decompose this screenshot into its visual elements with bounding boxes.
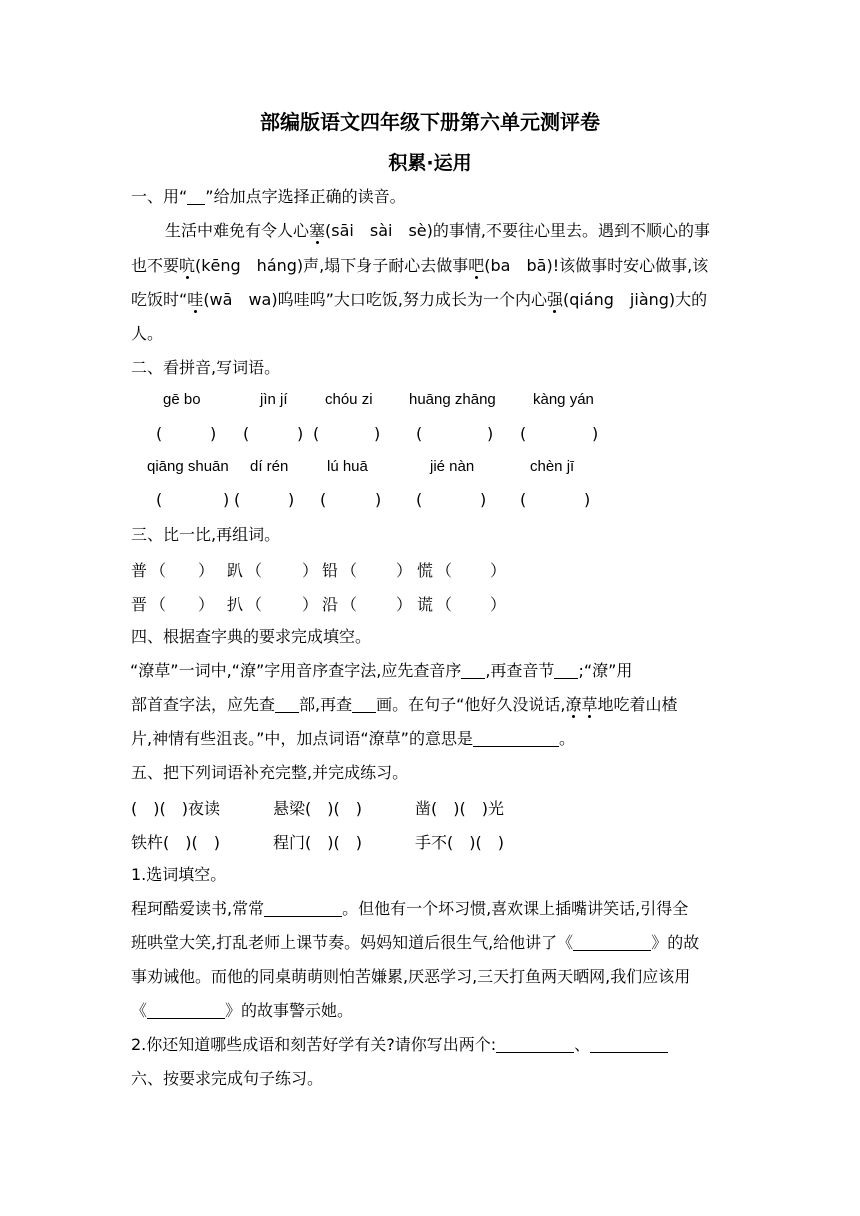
page-title: 部编版语文四年级下册第六单元测评卷 (260, 110, 600, 134)
answer-paren-close: ) (210, 424, 217, 443)
answer-paren-close: ） (198, 561, 215, 580)
answer-paren-close: ） (490, 561, 507, 580)
fill-blank (264, 900, 342, 917)
question-1-line-1: 程珂酷爱读书,常常 。但他有一个坏习惯,喜欢课上插嘴讲笑话,引得全 (131, 899, 689, 918)
pinyin-1: gē bo (163, 391, 201, 408)
answer-paren-close: ) (487, 424, 494, 443)
section-1-heading: 一、用“ ”给加点字选择正确的读音。 (131, 187, 406, 206)
fill-blank (275, 696, 299, 713)
section-4-line-2: 部首查字法，应先查 部,再查 画。在句子“他好久没说话,潦草地吃着山楂 (131, 695, 678, 714)
idiom-item: 程门( )( ) (273, 833, 362, 852)
question-2: 2.你还知道哪些成语和刻苦好学有关?请你写出两个: 、 (131, 1034, 731, 1056)
answer-paren-close: ) (288, 490, 295, 509)
answer-paren-open: ( (243, 424, 250, 443)
question-1-line-4: 《 》的故事警示她。 (131, 1001, 354, 1020)
section-1-para-line-1: 生活中难免有令人心塞(sāi sài sè)的事情,不要往心里去。遇到不顺心的事 (165, 221, 710, 240)
pinyin-3: chóu zi (325, 391, 373, 408)
answer-paren-close: ) (592, 424, 599, 443)
answer-paren-close: ） (198, 595, 215, 614)
pinyin-8: lú huā (327, 458, 368, 475)
fill-blank (590, 1036, 668, 1053)
answer-paren-close: ) (375, 490, 382, 509)
answer-paren-close: ） (396, 561, 413, 580)
section-4-line-3: 片,神情有些沮丧。”中，加点词语“潦草”的意思是 。 (131, 729, 575, 748)
answer-paren-open: ( (320, 490, 327, 509)
section-1-para-line-4: 人。 (131, 324, 164, 343)
dotted-char: 哇 (187, 290, 204, 309)
section-2-heading: 二、看拼音,写词语。 (131, 358, 281, 377)
answer-paren-close: ） (302, 561, 319, 580)
idiom-item: 手不( )( ) (415, 833, 504, 852)
underline-sample (187, 188, 205, 205)
fill-blank (147, 1002, 225, 1019)
answer-paren-close: ） (302, 595, 319, 614)
answer-paren-open: ( (156, 424, 163, 443)
dotted-char: 吭 (179, 256, 196, 275)
pinyin-5: kàng yán (533, 391, 594, 408)
dotted-char: 吧 (468, 256, 485, 275)
pinyin-9: jié nàn (430, 458, 475, 475)
answer-paren-open: （ (246, 595, 263, 614)
fill-blank (461, 662, 485, 679)
section-4-heading: 四、根据查字典的要求完成填空。 (131, 627, 372, 646)
answer-paren-open: （ (436, 595, 453, 614)
dotted-char: 潦 (565, 695, 582, 714)
answer-paren-open: ( (234, 490, 241, 509)
question-1-line-2: 班哄堂大笑,打乱老师上课节奏。妈妈知道后很生气,给他讲了《 》的故 (131, 933, 700, 952)
answer-paren-open: ( (416, 424, 423, 443)
answer-paren-open: ( (520, 424, 527, 443)
answer-paren-close: ) (584, 490, 591, 509)
fill-blank (473, 730, 559, 747)
section-3-heading: 三、比一比,再组词。 (131, 525, 281, 544)
answer-paren-close: ） (490, 595, 507, 614)
pinyin-2: jìn jí (260, 391, 288, 408)
question-1-line-3: 事劝诫他。而他的同桌萌萌则怕苦嫌累,厌恶学习,三天打鱼两天晒网,我们应该用 (131, 967, 691, 986)
answer-paren-open: ( (313, 424, 320, 443)
answer-paren-open: ( (520, 490, 527, 509)
answer-paren-open: （ (150, 561, 167, 580)
compare-char: 晋 (131, 595, 148, 614)
section-4-line-1: “潦草”一词中,“潦”字用音序查字法,应先查音序 ,再查音节 ;“潦”用 (130, 661, 633, 680)
answer-paren-open: ( (156, 490, 163, 509)
answer-paren-open: （ (341, 595, 358, 614)
question-1-heading: 1.选词填空。 (131, 865, 227, 884)
page-subtitle: 积累·运用 (388, 152, 472, 174)
fill-blank (496, 1036, 574, 1053)
pinyin-10: chèn jī (530, 458, 575, 475)
dotted-char: 草 (581, 695, 598, 714)
compare-char: 谎 (417, 595, 434, 614)
idiom-item: 凿( )( )光 (415, 799, 504, 818)
compare-char: 沿 (322, 595, 339, 614)
idiom-item: 悬梁( )( ) (273, 799, 362, 818)
compare-char: 普 (131, 561, 148, 580)
pinyin-6: qiāng shuān (147, 458, 229, 475)
fill-blank (352, 696, 376, 713)
idiom-item: 铁杵( )( ) (131, 833, 220, 852)
fill-blank (573, 934, 651, 951)
answer-paren-open: （ (436, 561, 453, 580)
pinyin-4: huāng zhāng (409, 391, 496, 408)
dotted-char: 强 (546, 290, 563, 309)
section-6-heading: 六、按要求完成句子练习。 (131, 1069, 324, 1088)
section-5-heading: 五、把下列词语补充完整,并完成练习。 (131, 763, 409, 782)
answer-paren-open: ( (416, 490, 423, 509)
pinyin-7: dí rén (250, 458, 289, 475)
answer-paren-close: ） (396, 595, 413, 614)
compare-char: 慌 (417, 561, 434, 580)
compare-char: 趴 (227, 561, 244, 580)
compare-char: 扒 (227, 595, 244, 614)
answer-paren-open: （ (150, 595, 167, 614)
answer-paren-close: ) (297, 424, 304, 443)
answer-paren-close: ) (223, 490, 230, 509)
section-1-para-line-3: 吃饭时“哇(wā wa)呜哇呜”大口吃饭,努力成长为一个内心强(qiáng jiàng)大的 (131, 290, 708, 309)
fill-blank (554, 662, 578, 679)
idiom-item: ( )( )夜读 (131, 799, 220, 818)
dotted-char: 塞 (309, 221, 326, 240)
compare-char: 铅 (322, 561, 339, 580)
answer-paren-open: （ (246, 561, 263, 580)
answer-paren-open: （ (341, 561, 358, 580)
answer-paren-close: ) (480, 490, 487, 509)
answer-paren-close: ) (374, 424, 381, 443)
section-1-para-line-2: 也不要吭(kēng háng)声,塌下身子耐心去做事吧(ba bā)!该做事时安心做事,该 (131, 256, 709, 275)
